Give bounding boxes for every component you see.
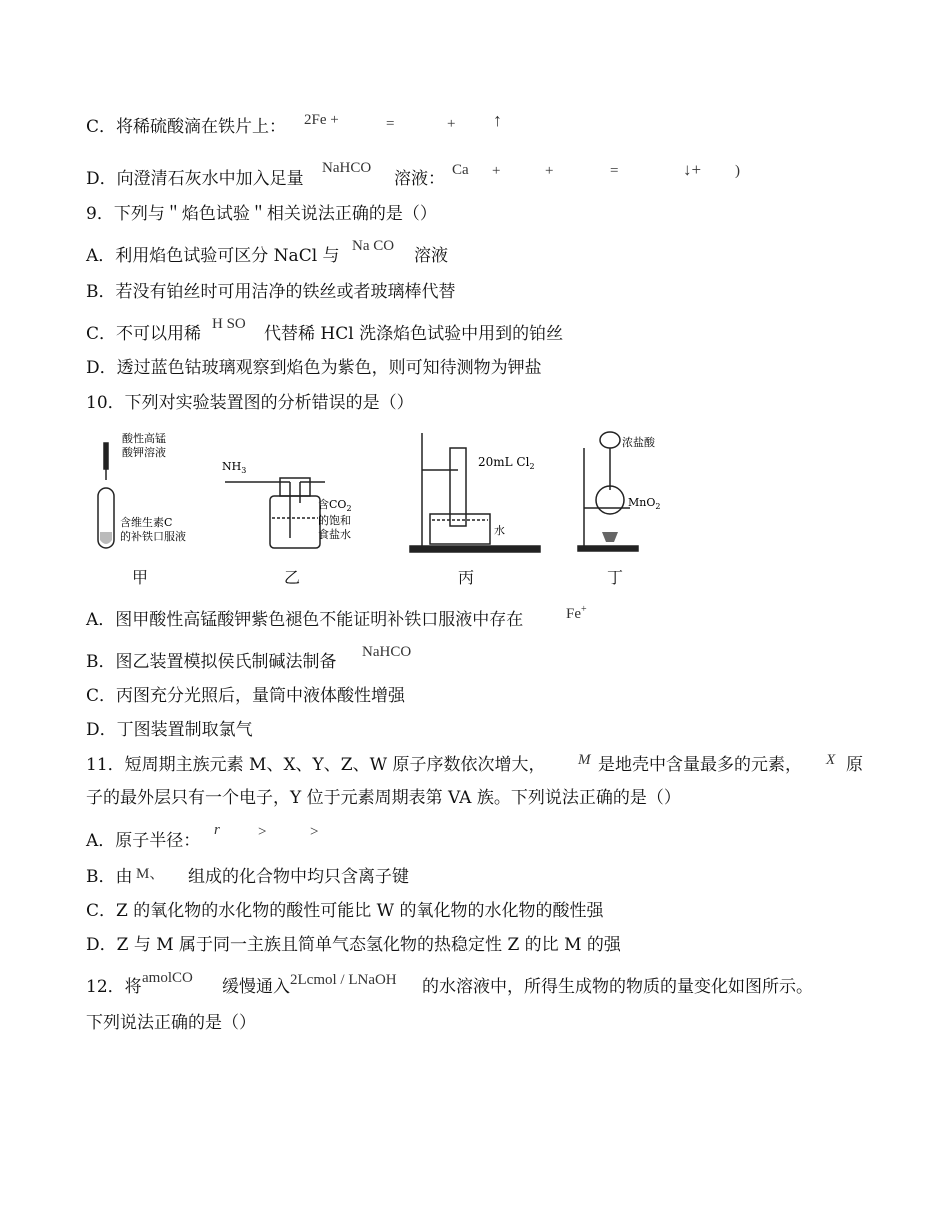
q12-stem1-c-wrap <box>422 976 813 998</box>
jia-label-4: 的补铁口服液 <box>120 530 186 543</box>
q12-stem1-b-wrap <box>222 976 290 998</box>
q8-d-formula: NaHCO <box>322 160 372 176</box>
q9-c-text: C．不可以用稀 <box>86 324 202 344</box>
q11-stem1-b: 是地壳中含量最多的元素， <box>598 755 802 775</box>
q9-c-text2: 代替稀 HCl 洗涤焰色试验中用到的铂丝 <box>264 324 564 344</box>
q9-a-text2: 溶液 <box>414 246 448 266</box>
q11-stem-2 <box>86 787 681 809</box>
q10-d-text: D．丁图装置制取氯气 <box>86 720 253 740</box>
jia-label-1: 酸性高锰 <box>122 432 166 445</box>
q11-b-formula: M、 <box>136 866 165 882</box>
q11-a-text: A．原子半径： <box>86 831 201 851</box>
q10-option-c <box>86 685 405 707</box>
q8-d-text: D．向澄清石灰水中加入足量 <box>86 169 304 189</box>
q11-option-a <box>86 830 200 852</box>
q9-option-a <box>86 245 340 267</box>
q11-a-r: r <box>214 822 220 838</box>
q9-a-formula: Na CO <box>352 238 395 254</box>
q10-stem-text: 10．下列对实验装置图的分析错误的是（） <box>86 393 414 413</box>
q11-stem1-b-wrap <box>598 754 802 776</box>
q9-a-text2-wrap <box>414 245 448 267</box>
bing-water: 水 <box>494 524 505 537</box>
q10-c-text: C．丙图充分光照后，量筒中液体酸性增强 <box>86 686 406 706</box>
q12-stem1-a: 12．将 <box>86 977 142 997</box>
q11-a-gt2: > <box>310 824 319 840</box>
q8-c-formula: 2Fe + <box>304 112 339 128</box>
q8-d-text2: 溶液： <box>394 169 445 189</box>
q12-stem1-b: 缓慢通入 <box>222 977 290 997</box>
q9-b-text: B．若没有铂丝时可用洁净的铁丝或者玻璃棒代替 <box>86 282 456 302</box>
q12-formula-1: amolCO <box>142 970 193 986</box>
q8-option-c <box>86 116 286 138</box>
q11-c-text: C．Z 的氧化物的水化物的酸性可能比 W 的氧化物的水化物的酸性强 <box>86 901 604 921</box>
q11-stem-1 <box>86 754 545 776</box>
q9-option-d <box>86 357 542 379</box>
q12-formula-2: 2Lcmol / LNaOH <box>290 972 397 988</box>
apparatus-diagram <box>90 428 690 588</box>
q8-d-down: ↓+ <box>683 160 702 179</box>
q11-b-text2: 组成的化合物中均只含离子键 <box>188 867 409 887</box>
yi-nh3: $NH_3$ <box>222 460 247 475</box>
q8-option-d <box>86 168 304 190</box>
apparatus-ding <box>578 432 638 551</box>
q10-option-d <box>86 719 253 741</box>
apparatus-jia <box>98 443 114 548</box>
caption-yi: 乙 <box>284 568 301 587</box>
q11-stem1-x: X <box>826 752 836 768</box>
q8-c-plus: + <box>447 116 456 132</box>
q10-option-a <box>86 609 523 631</box>
q8-d-plus1: + <box>492 163 501 179</box>
q12-stem2: 下列说法正确的是（） <box>86 1013 256 1033</box>
bing-label: 20mL $Cl_2$ <box>478 455 535 471</box>
q8-d-text2-wrap <box>394 168 445 190</box>
ding-label-2: MnO$_2$ <box>628 496 661 511</box>
yi-label-1: 含$CO_2$ <box>318 498 352 513</box>
q12-stem-1 <box>86 976 142 998</box>
yi-label-2: 的饱和 <box>318 514 351 527</box>
q9-stem <box>86 203 437 225</box>
q8-c-eq: = <box>386 116 395 132</box>
apparatus-bing <box>410 433 540 552</box>
q11-stem1-c-wrap <box>846 754 863 776</box>
apparatus-yi <box>225 478 325 548</box>
q10-stem <box>86 392 414 414</box>
q8-d-eq: = <box>610 163 619 179</box>
q11-a-gt1: > <box>258 824 267 840</box>
q12-stem1-c: 的水溶液中，所得生成物的物质的量变化如图所示。 <box>422 977 813 997</box>
caption-ding: 丁 <box>607 568 624 587</box>
q11-stem1-c: 原 <box>846 755 863 775</box>
q9-c-text2-wrap <box>264 323 563 345</box>
q9-d-text: D．透过蓝色钴玻璃观察到焰色为紫色，则可知待测物为钾盐 <box>86 358 542 378</box>
q11-option-c <box>86 900 604 922</box>
q11-b-text: B．由 <box>86 867 133 887</box>
q10-b-text: B．图乙装置模拟侯氏制碱法制备 <box>86 652 337 672</box>
q10-figure <box>90 428 690 588</box>
q10-a-formula: Fe+ <box>566 604 587 622</box>
q10-option-b <box>86 651 337 673</box>
q8-c-text: C．将稀硫酸滴在铁片上： <box>86 117 287 137</box>
q11-d-text: D．Z 与 M 属于同一主族且简单气态氢化物的热稳定性 Z 的比 M 的强 <box>86 935 621 955</box>
q9-option-c <box>86 323 201 345</box>
caption-jia: 甲 <box>132 568 149 587</box>
q11-option-b <box>86 866 133 888</box>
jia-label-2: 酸钾溶液 <box>122 446 166 459</box>
ding-label-1: 浓盐酸 <box>622 436 655 449</box>
q8-c-arrow: ↑ <box>493 110 502 130</box>
q11-stem1-m: M <box>578 752 591 768</box>
q11-stem2: 子的最外层只有一个电子，Y 位于元素周期表第 VA 族。下列说法正确的是（） <box>86 788 681 808</box>
q12-stem-2 <box>86 1012 256 1034</box>
q10-b-formula: NaHCO <box>362 644 412 660</box>
q11-b-text2-wrap <box>188 866 409 888</box>
q11-stem1-a: 11．短周期主族元素 M、X、Y、Z、W 原子序数依次增大， <box>86 755 546 775</box>
yi-label-3: 食盐水 <box>318 528 351 541</box>
q9-option-b <box>86 281 456 303</box>
caption-bing: 丙 <box>458 568 475 587</box>
q11-option-d <box>86 934 621 956</box>
q9-c-formula: H SO <box>212 316 246 332</box>
q9-a-text: A．利用焰色试验可区分 NaCl 与 <box>86 246 340 266</box>
q8-d-plus2: + <box>545 163 554 179</box>
q8-d-ca: Ca <box>452 162 469 178</box>
jia-label-3: 含维生素C <box>120 516 173 529</box>
q8-d-paren: ) <box>735 163 740 179</box>
q10-a-text: A．图甲酸性高锰酸钾紫色褪色不能证明补铁口服液中存在 <box>86 610 524 630</box>
q9-stem-text: 9．下列与＂焰色试验＂相关说法正确的是（） <box>86 204 437 224</box>
